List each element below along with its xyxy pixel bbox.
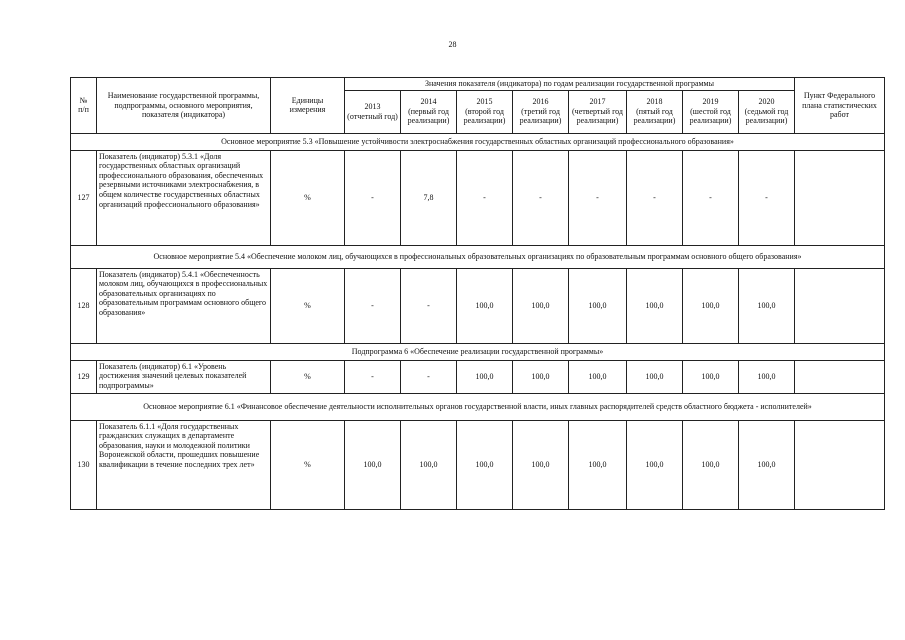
value-cell: - [739,150,795,245]
row-number: 128 [71,268,97,343]
value-cell: - [401,268,457,343]
value-cell: 100,0 [513,420,569,509]
section-title: Основное мероприятие 5.3 «Повышение устойчивости электроснабжения государственных областных организаций профессионального образования» [71,133,885,150]
indicator-unit: % [271,150,345,245]
header-year: 2020 (седьмой год реализации) [739,90,795,133]
value-cell: 100,0 [683,268,739,343]
header-year: 2013 (отчетный год) [345,90,401,133]
header-values-group: Значения показателя (индикатора) по годам реализации государственной программы [345,78,795,91]
header-name: Наименование государственной программы, подпрограммы, основного мероприятия, показателя (индикатора) [97,78,271,134]
header-units: Единицы измерения [271,78,345,134]
section-row [71,133,885,150]
value-cell: - [627,150,683,245]
subprogram-title: Подпрограмма 6 «Обеспечение реализации государственной программы» [71,343,885,360]
section-row [71,245,885,268]
table-row [71,150,885,245]
value-cell: 100,0 [569,268,627,343]
page-number: 28 [448,40,457,49]
table-row [71,420,885,509]
header-year: 2018 (пятый год реализации) [627,90,683,133]
indicator-name: Показатель (индикатор) 5.4.1 «Обеспеченность молоком лиц, обучающихся в профессиональных образовательных организациях по образовательным программам основного общего образования» [97,268,271,343]
value-cell: 100,0 [401,420,457,509]
header-year: 2015 (второй год реализации) [457,90,513,133]
indicator-name: Показатель (индикатор) 5.3.1 «Доля государственных областных организаций профессионального образования, обеспеченных резервными источниками электроснабжения, в общем количестве государственных областных организаций профессионального образования» [97,150,271,245]
value-cell: 100,0 [683,360,739,393]
plan-item-cell [795,268,885,343]
header-year: 2019 (шестой год реализации) [683,90,739,133]
section-row [71,343,885,360]
header-year: 2014 (первый год реализации) [401,90,457,133]
plan-item-cell [795,360,885,393]
table-row [71,360,885,393]
row-number: 129 [71,360,97,393]
value-cell: - [513,150,569,245]
value-cell: - [345,360,401,393]
value-cell: 100,0 [569,420,627,509]
value-cell: 100,0 [513,268,569,343]
indicator-unit: % [271,360,345,393]
value-cell: 100,0 [739,268,795,343]
indicator-name: Показатель (индикатор) 6.1 «Уровень достижения значений целевых показателей подпрограммы» [97,360,271,393]
value-cell: 100,0 [627,360,683,393]
value-cell: 100,0 [627,268,683,343]
value-cell: - [345,268,401,343]
value-cell: 100,0 [457,420,513,509]
section-title: Основное мероприятие 6.1 «Финансовое обеспечение деятельности исполнительных органов государственной власти, иных главных распорядителей средств областного бюджета - исполнителей» [71,393,885,420]
plan-item-cell [795,420,885,509]
table-row [71,268,885,343]
value-cell: 100,0 [627,420,683,509]
row-number: 130 [71,420,97,509]
value-cell: 100,0 [683,420,739,509]
value-cell: 100,0 [569,360,627,393]
header-plan-item: Пункт Федерального плана статистических работ [795,78,885,134]
value-cell: - [569,150,627,245]
value-cell: - [457,150,513,245]
plan-item-cell [795,150,885,245]
value-cell: - [683,150,739,245]
header-year: 2017 (четвертый год реализации) [569,90,627,133]
value-cell: 100,0 [345,420,401,509]
value-cell: 100,0 [457,268,513,343]
indicator-table [70,77,885,510]
value-cell: 7,8 [401,150,457,245]
value-cell: 100,0 [739,420,795,509]
value-cell: 100,0 [739,360,795,393]
row-number: 127 [71,150,97,245]
header-num: № п/п [71,78,97,134]
section-title: Основное мероприятие 5.4 «Обеспечение молоком лиц, обучающихся в профессиональных образовательных организациях по образовательным программам основного общего образования» [71,245,885,268]
indicator-unit: % [271,420,345,509]
value-cell: - [401,360,457,393]
value-cell: 100,0 [457,360,513,393]
indicator-unit: % [271,268,345,343]
value-cell: - [345,150,401,245]
indicator-name: Показатель 6.1.1 «Доля государственных гражданских служащих в департаменте образования, науки и молодежной политики Воронежской области, прошедших повышение квалификации в течение последних трех лет» [97,420,271,509]
value-cell: 100,0 [513,360,569,393]
header-year: 2016 (третий год реализации) [513,90,569,133]
section-row [71,393,885,420]
